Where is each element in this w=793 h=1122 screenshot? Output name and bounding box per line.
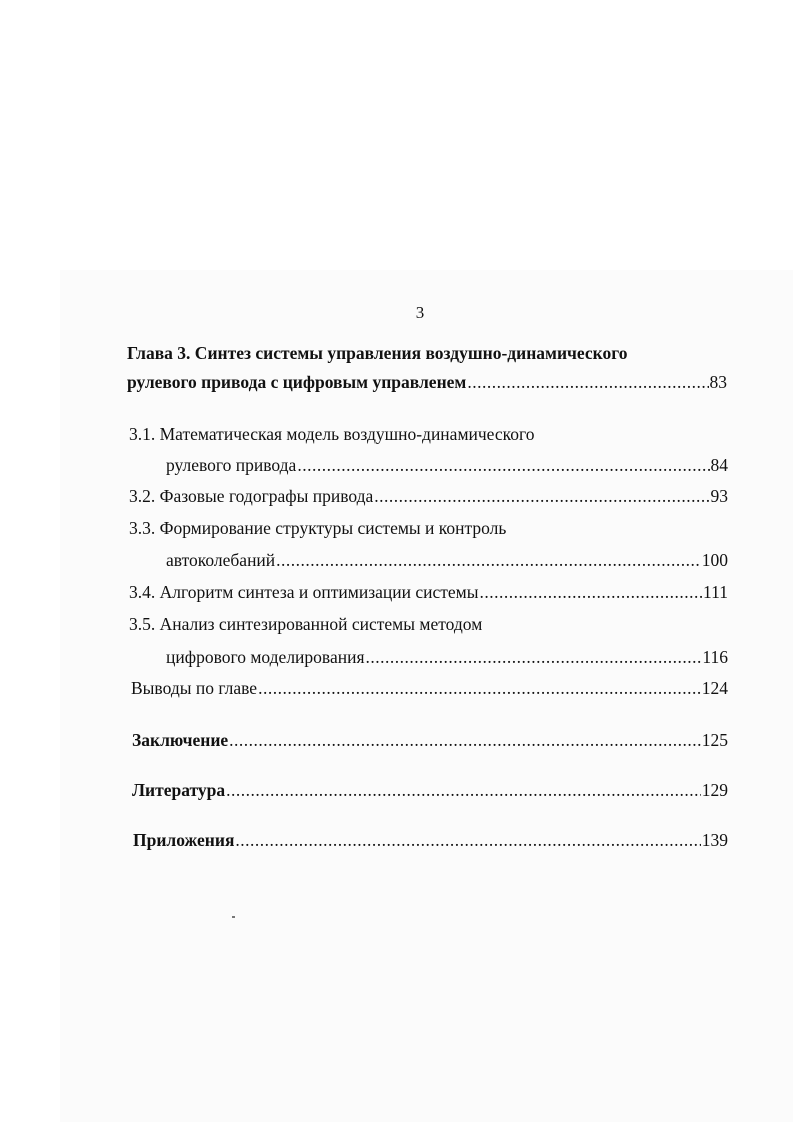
toc-entry-conclusions	[131, 677, 728, 699]
scan-speck	[232, 916, 235, 918]
chapter-title-line2: рулевого привода с цифровым управленем	[127, 372, 467, 392]
toc-entry-page: 129	[701, 780, 728, 800]
toc-entry-title: цифрового моделирования	[166, 647, 365, 667]
chapter-title-line1: Глава 3. Синтез системы управления воздушно-динамического	[127, 343, 628, 363]
toc-entry-title: 3.2. Фазовые годографы привода	[129, 486, 374, 506]
dot-leader	[366, 646, 702, 668]
dot-leader	[297, 454, 709, 476]
toc-entry-page: 100	[701, 550, 728, 570]
toc-entry-title: Выводы по главе	[131, 678, 258, 698]
toc-entry-page: 84	[710, 455, 728, 475]
toc-entry-page: 111	[703, 582, 728, 602]
dot-leader	[258, 677, 701, 699]
toc-entry-3-3	[166, 549, 728, 571]
dot-leader	[226, 779, 701, 801]
toc-entry-references	[132, 779, 728, 801]
page-number: 3	[415, 303, 425, 322]
toc-entry-page: 116	[702, 647, 728, 667]
toc-entry-3-3-line1: 3.3. Формирование структуры системы и контроль	[129, 518, 507, 538]
toc-entry-title: Заключение	[132, 730, 229, 750]
chapter-entry	[127, 371, 727, 393]
dot-leader	[276, 549, 701, 571]
toc-entry-title: рулевого привода	[166, 455, 297, 475]
toc-entry-3-5	[166, 646, 728, 668]
dot-leader	[480, 581, 703, 603]
dot-leader	[229, 729, 701, 751]
dot-leader	[467, 371, 708, 393]
toc-entry-3-5-line1: 3.5. Анализ синтезированной системы методом	[129, 614, 483, 634]
toc-entry-page: 124	[701, 678, 728, 698]
toc-entry-page: 139	[701, 830, 728, 850]
toc-entry-title: Приложения	[133, 830, 235, 850]
dot-leader	[374, 485, 709, 507]
toc-entry-appendices	[133, 829, 728, 851]
chapter-page: 83	[709, 372, 727, 392]
toc-entry-page: 93	[710, 486, 728, 506]
toc-entry-title: автоколебаний	[166, 550, 276, 570]
toc-entry-page: 125	[701, 730, 728, 750]
dot-leader	[235, 829, 700, 851]
scan-margin	[0, 0, 793, 270]
toc-entry-title: 3.4. Алгоритм синтеза и оптимизации системы	[129, 582, 479, 602]
toc-entry-3-2	[129, 485, 728, 507]
toc-entry-title: Литература	[132, 780, 226, 800]
toc-entry-3-1-line1: 3.1. Математическая модель воздушно-динамического	[129, 424, 535, 444]
toc-entry-3-4	[129, 581, 728, 603]
toc-entry-conclusion	[132, 729, 728, 751]
toc-entry-3-1	[166, 454, 728, 476]
